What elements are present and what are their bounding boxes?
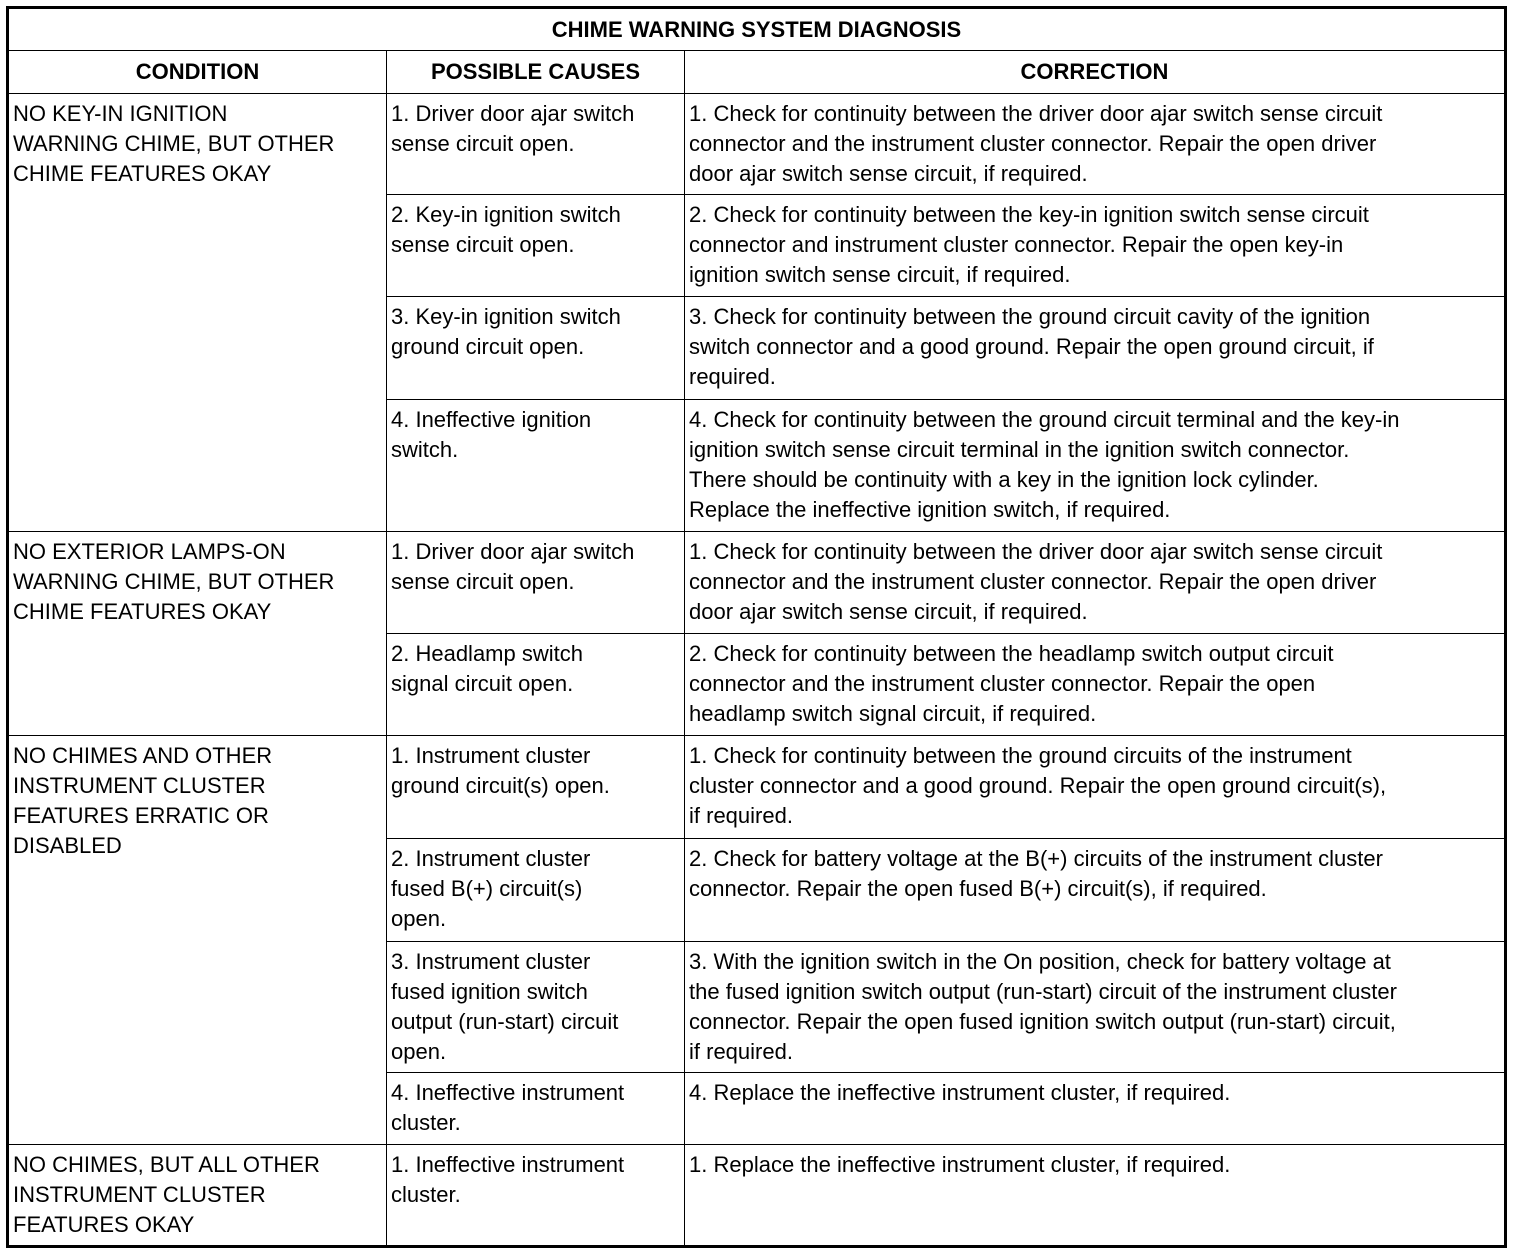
condition-cell: NO CHIMES, BUT ALL OTHER INSTRUMENT CLUSTER FEATURES OKAY bbox=[8, 1145, 387, 1247]
correction-cell: 1. Check for continuity between the driver door ajar switch sense circuit connector and the instrument cluster connector. Repair the open driver door ajar switch sense circuit, if required. bbox=[685, 532, 1506, 634]
cause-cell: 2. Instrument cluster fused B(+) circuit(s) open. bbox=[387, 839, 685, 942]
correction-cell: 3. Check for continuity between the ground circuit cavity of the ignition switch connector and a good ground. Repair the open ground circuit, if required. bbox=[685, 297, 1506, 400]
chime-diagnosis-table bbox=[6, 6, 1507, 1248]
cause-cell: 1. Instrument cluster ground circuit(s) open. bbox=[387, 736, 685, 839]
table-row bbox=[8, 1145, 1506, 1247]
cause-cell: 1. Ineffective instrument cluster. bbox=[387, 1145, 685, 1247]
condition-cell: NO CHIMES AND OTHER INSTRUMENT CLUSTER FEATURES ERRATIC OR DISABLED bbox=[8, 736, 387, 1145]
cause-cell: 1. Driver door ajar switch sense circuit open. bbox=[387, 94, 685, 195]
correction-cell: 1. Check for continuity between the driver door ajar switch sense circuit connector and the instrument cluster connector. Repair the open driver door ajar switch sense circuit, if required. bbox=[685, 94, 1506, 195]
cause-cell: 4. Ineffective instrument cluster. bbox=[387, 1073, 685, 1145]
table-row bbox=[8, 94, 1506, 195]
title-row bbox=[8, 8, 1506, 51]
correction-cell: 4. Check for continuity between the ground circuit terminal and the key-in ignition switch sense circuit terminal in the ignition switch connector. There should be continuity with a key in the ignition lock cylinder. Replace the ineffective ignition switch, if required. bbox=[685, 400, 1506, 532]
cause-cell: 3. Instrument cluster fused ignition switch output (run-start) circuit open. bbox=[387, 942, 685, 1073]
header-condition: CONDITION bbox=[8, 51, 387, 94]
correction-cell: 2. Check for battery voltage at the B(+) circuits of the instrument cluster connector. Repair the open fused B(+) circuit(s), if required. bbox=[685, 839, 1506, 942]
table-title: CHIME WARNING SYSTEM DIAGNOSIS bbox=[8, 8, 1506, 51]
correction-cell: 4. Replace the ineffective instrument cluster, if required. bbox=[685, 1073, 1506, 1145]
condition-cell: NO EXTERIOR LAMPS-ON WARNING CHIME, BUT OTHER CHIME FEATURES OKAY bbox=[8, 532, 387, 736]
correction-cell: 1. Replace the ineffective instrument cluster, if required. bbox=[685, 1145, 1506, 1247]
correction-cell: 2. Check for continuity between the headlamp switch output circuit connector and the instrument cluster connector. Repair the open headlamp switch signal circuit, if required. bbox=[685, 634, 1506, 736]
header-possible-causes: POSSIBLE CAUSES bbox=[387, 51, 685, 94]
cause-cell: 2. Key-in ignition switch sense circuit open. bbox=[387, 195, 685, 297]
header-correction: CORRECTION bbox=[685, 51, 1506, 94]
cause-cell: 1. Driver door ajar switch sense circuit open. bbox=[387, 532, 685, 634]
correction-cell: 1. Check for continuity between the ground circuits of the instrument cluster connector and a good ground. Repair the open ground circuit(s), if required. bbox=[685, 736, 1506, 839]
cause-cell: 4. Ineffective ignition switch. bbox=[387, 400, 685, 532]
correction-cell: 2. Check for continuity between the key-in ignition switch sense circuit connector and instrument cluster connector. Repair the open key-in ignition switch sense circuit, if required. bbox=[685, 195, 1506, 297]
table-row bbox=[8, 736, 1506, 839]
cause-cell: 3. Key-in ignition switch ground circuit open. bbox=[387, 297, 685, 400]
header-row bbox=[8, 51, 1506, 94]
correction-cell: 3. With the ignition switch in the On position, check for battery voltage at the fused ignition switch output (run-start) circuit of the instrument cluster connector. Repair the open fused ignition switch output (run-start) circuit, if required. bbox=[685, 942, 1506, 1073]
cause-cell: 2. Headlamp switch signal circuit open. bbox=[387, 634, 685, 736]
condition-cell: NO KEY-IN IGNITION WARNING CHIME, BUT OTHER CHIME FEATURES OKAY bbox=[8, 94, 387, 532]
table-row bbox=[8, 532, 1506, 634]
